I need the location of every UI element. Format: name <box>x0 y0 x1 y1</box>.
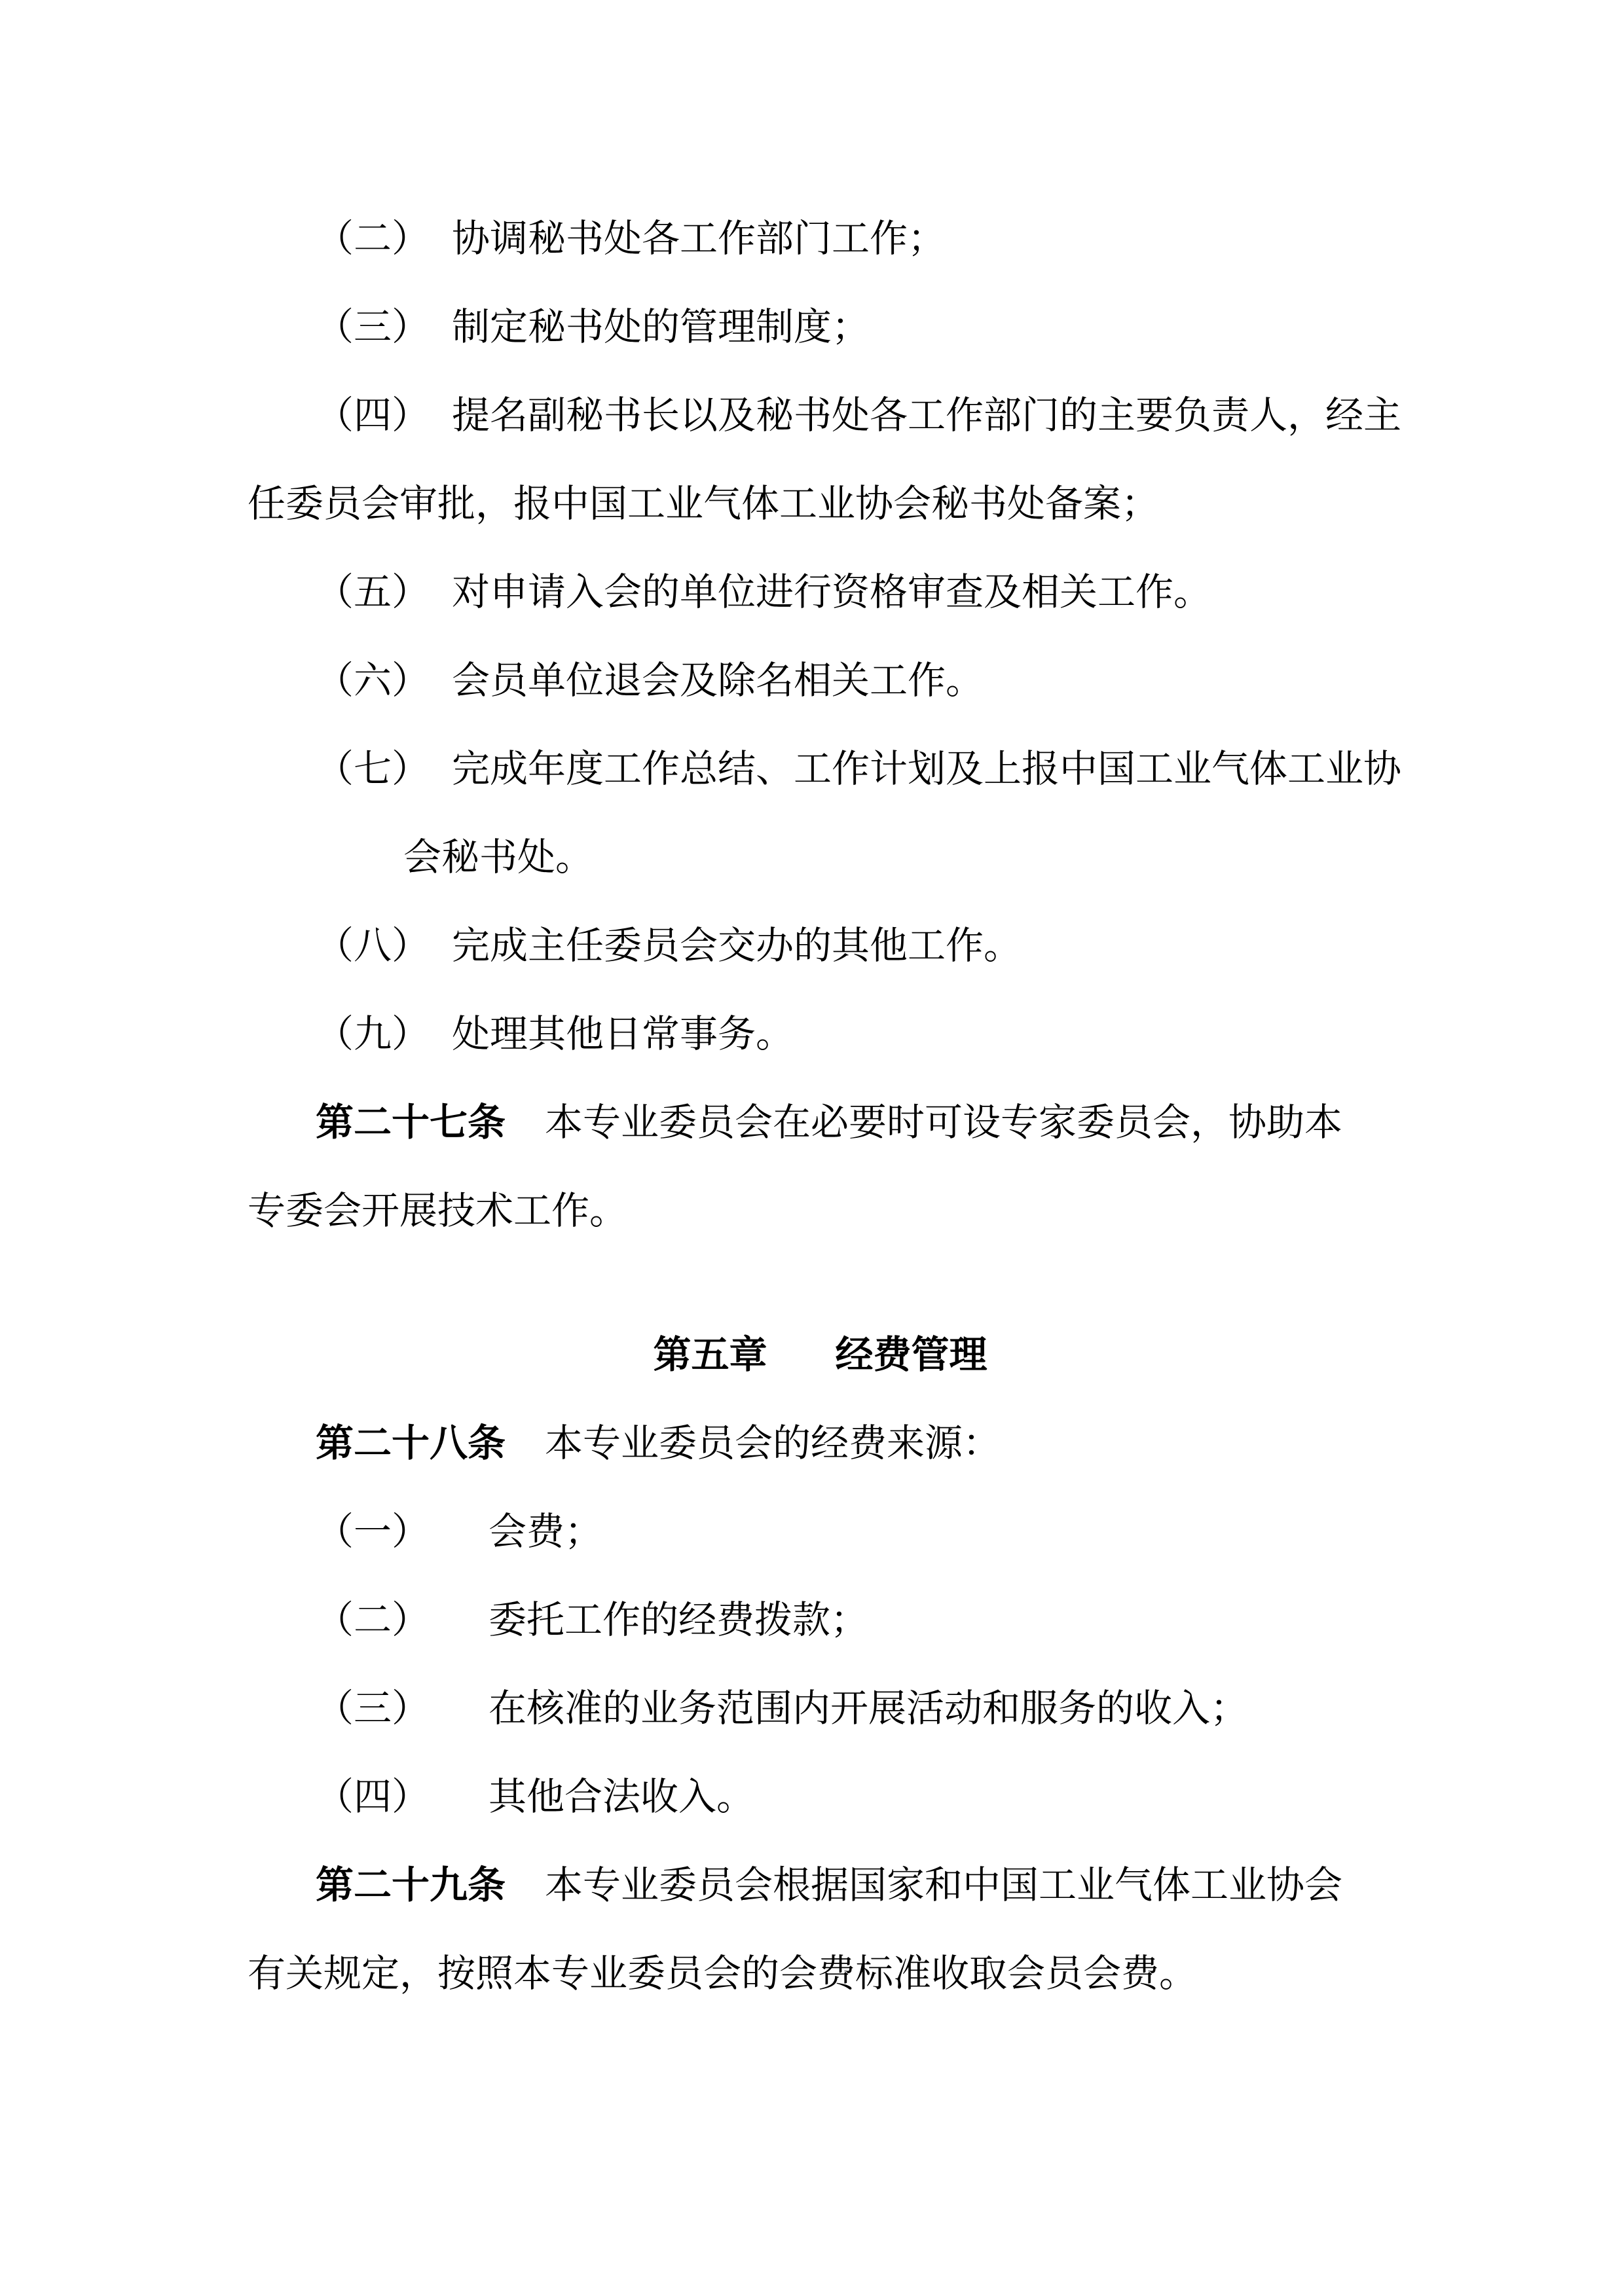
item-text: 完成主任委员会交办的其他工作。 <box>452 924 1022 967</box>
item-text: 其他合法收入。 <box>489 1776 755 1818</box>
item-text: 会员单位退会及除名相关工作。 <box>452 659 984 702</box>
article-29-text: 本专业委员会根据国家和中国工业气体工业协会 <box>545 1864 1343 1906</box>
clause-item-7 <box>248 725 1402 813</box>
funding-source-3 <box>248 1664 1393 1753</box>
item-marker: （四） <box>316 394 430 437</box>
item-text: 完成年度工作总结、工作计划及上报中国工业气体工业协 <box>452 748 1402 790</box>
clause-item-8 <box>248 902 1393 990</box>
article-29-continuation <box>248 1929 1393 2018</box>
item-text: 处理其他日常事务。 <box>452 1013 794 1055</box>
item-text: 提名副秘书长以及秘书处各工作部门的主要负责人，经主 <box>452 394 1402 437</box>
article-28 <box>248 1399 1393 1487</box>
article-27 <box>248 1078 1393 1167</box>
clause-item-2 <box>248 194 1393 283</box>
funding-source-4 <box>248 1753 1393 1841</box>
funding-source-2 <box>248 1576 1393 1664</box>
item-marker: （一） <box>316 1510 430 1553</box>
item-marker: （三） <box>316 1687 430 1730</box>
item-text: 会费； <box>489 1510 603 1553</box>
article-28-label: 第二十八条 <box>316 1422 506 1465</box>
clause-item-7-continuation <box>248 813 1393 902</box>
item-marker: （八） <box>316 924 430 967</box>
clause-item-5 <box>248 548 1393 636</box>
article-28-text: 本专业委员会的经费来源： <box>545 1422 1001 1465</box>
item-text: 在核准的业务范围内开展活动和服务的收入； <box>489 1687 1249 1730</box>
item-text: 任委员会审批，报中国工业气体工业协会秘书处备案； <box>248 483 1160 525</box>
clause-item-4-continuation <box>248 460 1393 548</box>
article-29 <box>248 1841 1393 1929</box>
chapter-title: 经费管理 <box>835 1334 987 1376</box>
chapter-number: 第五章 <box>653 1334 767 1376</box>
item-text: 协调秘书处各工作部门工作； <box>452 217 946 260</box>
item-text: 会秘书处。 <box>403 836 594 879</box>
item-marker: （五） <box>316 571 430 613</box>
article-27-label: 第二十七条 <box>316 1101 506 1144</box>
funding-source-1 <box>248 1487 1393 1576</box>
article-27-continuation <box>248 1167 1393 1255</box>
item-text: 制定秘书处的管理制度； <box>452 306 870 348</box>
clause-item-9 <box>248 990 1393 1078</box>
article-29-text-cont: 有关规定，按照本专业委员会的会费标准收取会员会费。 <box>248 1952 1198 1995</box>
item-marker: （七） <box>316 748 430 790</box>
article-29-label: 第二十九条 <box>316 1864 506 1906</box>
item-marker: （二） <box>316 1599 430 1641</box>
item-marker: （六） <box>316 659 430 702</box>
clause-item-3 <box>248 283 1393 371</box>
article-27-text-cont: 专委会开展技术工作。 <box>248 1190 628 1232</box>
chapter-5-heading <box>248 1311 1393 1399</box>
item-marker: （四） <box>316 1776 430 1818</box>
item-marker: （九） <box>316 1013 430 1055</box>
clause-item-4 <box>248 371 1402 460</box>
item-marker: （二） <box>316 217 430 260</box>
item-text: 对申请入会的单位进行资格审查及相关工作。 <box>452 571 1212 613</box>
clause-item-6 <box>248 636 1393 725</box>
item-text: 委托工作的经费拨款； <box>489 1599 869 1641</box>
item-marker: （三） <box>316 306 430 348</box>
article-27-text: 本专业委员会在必要时可设专家委员会，协助本 <box>545 1101 1343 1144</box>
